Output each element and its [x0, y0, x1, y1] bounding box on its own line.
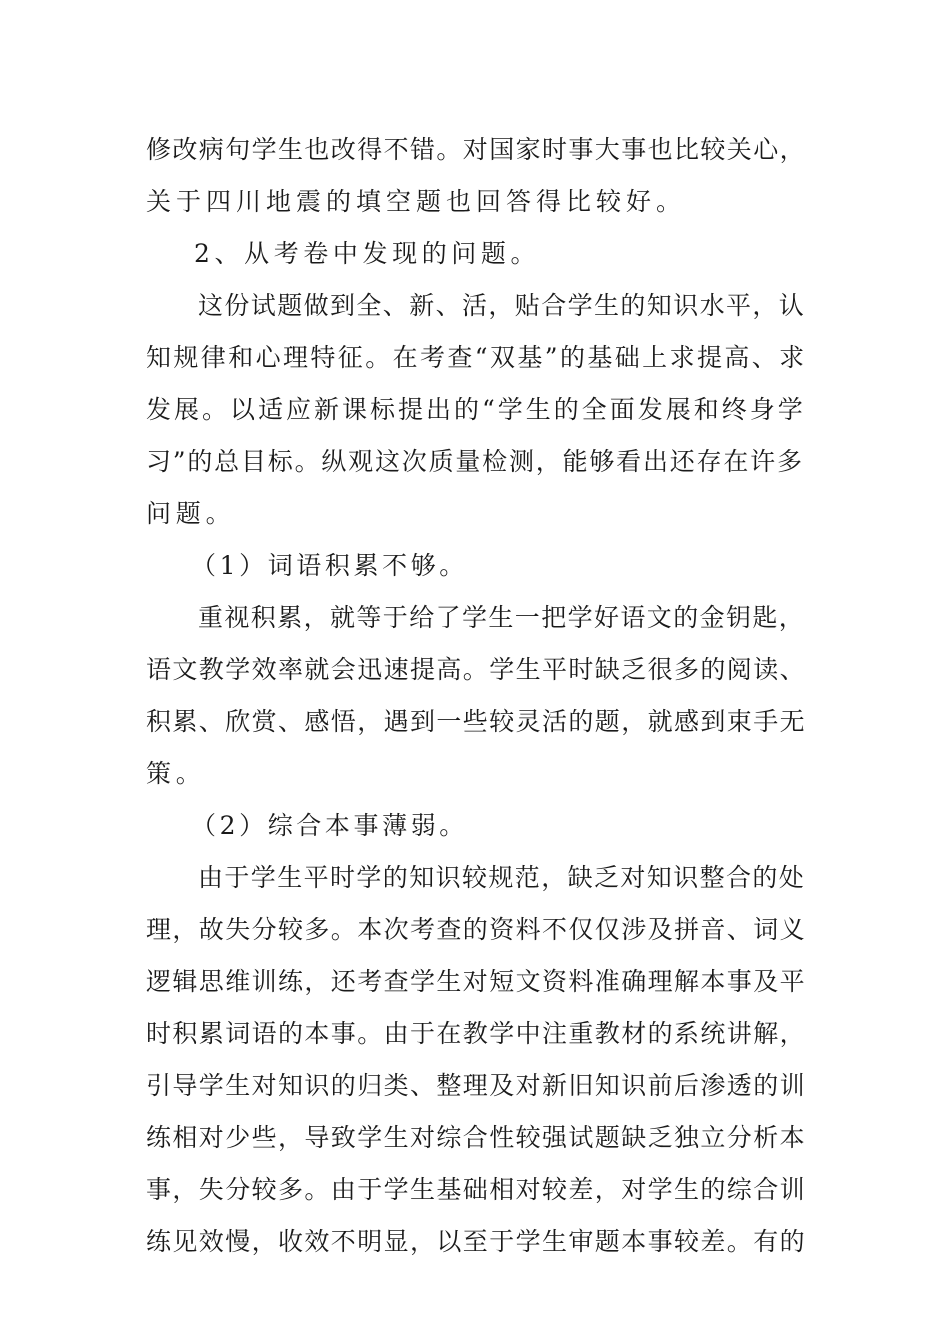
text-line: 问题。	[146, 499, 236, 528]
text-line: 事，失分较多。由于学生基础相对较差，对学生的综合训	[146, 1175, 807, 1204]
text-line: 练相对少些，导致学生对综合性较强试题缺乏独立分析本	[146, 1123, 807, 1152]
text-line: 这份试题做到全、新、活，贴合学生的知识水平，认	[198, 291, 806, 320]
text-line: 引导学生对知识的归类、整理及对新旧知识前后渗透的训	[146, 1071, 807, 1100]
text-line: 知规律和心理特征。在考查“双基”的基础上求提高、求	[146, 343, 807, 372]
subsection-heading: （1）词语积累不够。	[191, 551, 468, 580]
text-line: 关于四川地震的填空题也回答得比较好。	[146, 187, 687, 216]
text-line: 策。	[146, 759, 206, 788]
text-line: 积累、欣赏、感悟，遇到一些较灵活的题，就感到束手无	[146, 707, 807, 736]
text-line: 练见效慢，收效不明显，以至于学生审题本事较差。有的	[146, 1227, 807, 1256]
text-line: 由于学生平时学的知识较规范，缺乏对知识整合的处	[198, 863, 806, 892]
text-line: 修改病句学生也改得不错。对国家时事大事也比较关心，	[146, 135, 807, 164]
text-line: 逻辑思维训练，还考查学生对短文资料准确理解本事及平	[146, 967, 807, 996]
subsection-heading: （2）综合本事薄弱。	[191, 811, 468, 840]
section-heading: 2、从考卷中发现的问题。	[194, 239, 541, 268]
text-line: 发展。以适应新课标提出的“学生的全面发展和终身学	[146, 395, 806, 424]
text-line: 重视积累，就等于给了学生一把学好语文的金钥匙，	[198, 603, 806, 632]
text-line: 语文教学效率就会迅速提高。学生平时缺乏很多的阅读、	[146, 655, 807, 684]
text-line: 习”的总目标。纵观这次质量检测，能够看出还存在许多	[146, 447, 804, 476]
text-line: 理，故失分较多。本次考查的资料不仅仅涉及拼音、词义	[146, 915, 807, 944]
text-line: 时积累词语的本事。由于在教学中注重教材的系统讲解，	[146, 1019, 807, 1048]
